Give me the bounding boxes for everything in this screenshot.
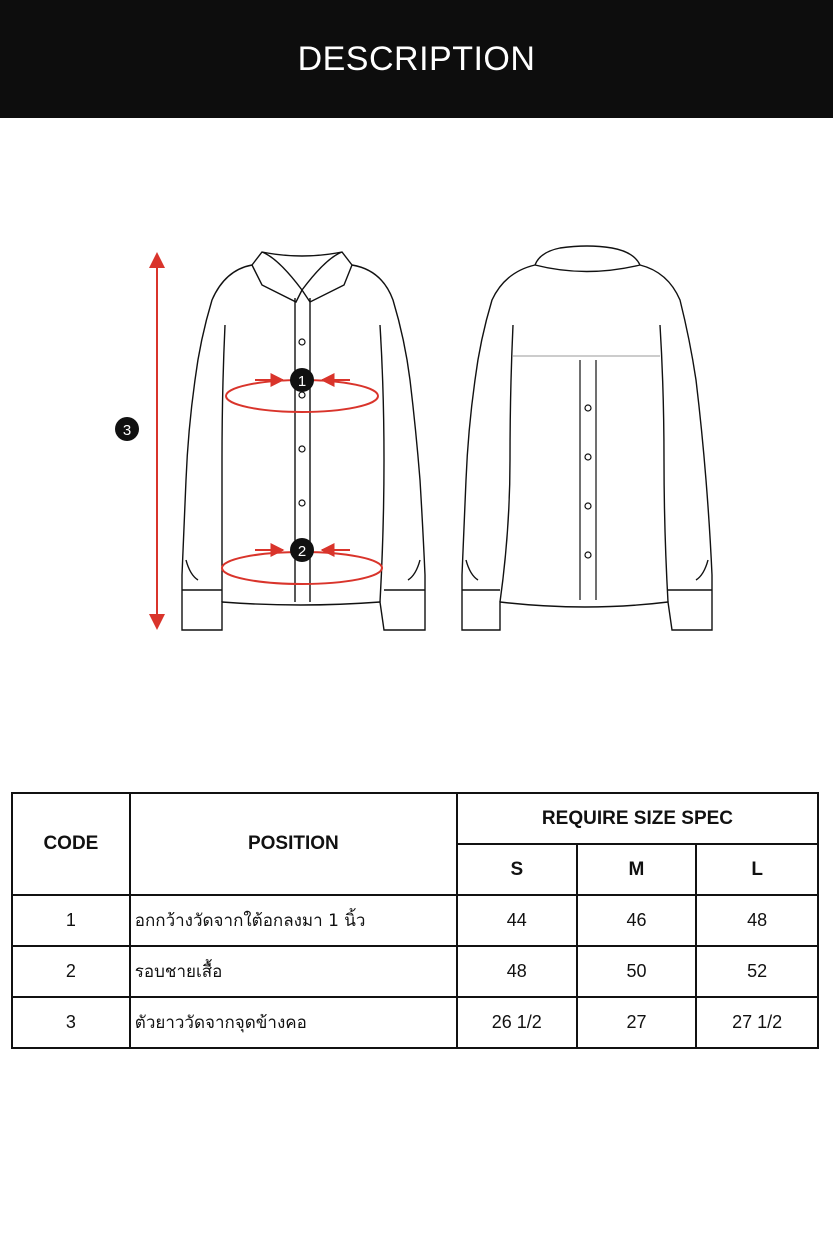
shirt-front xyxy=(182,252,425,630)
row-value-l: 27 1/2 xyxy=(696,997,818,1048)
table-row xyxy=(12,895,818,946)
header-size-spec: REQUIRE SIZE SPEC xyxy=(457,793,818,844)
hem-measure xyxy=(222,538,382,584)
table-header-row xyxy=(12,793,818,844)
row-value-m: 46 xyxy=(577,895,697,946)
row-value-m: 50 xyxy=(577,946,697,997)
size-spec-table xyxy=(11,792,819,1049)
header-size-l: L xyxy=(696,844,818,895)
header-size-s: S xyxy=(457,844,577,895)
header-position: POSITION xyxy=(130,793,457,895)
row-code: 1 xyxy=(12,895,130,946)
back-yoke xyxy=(513,356,660,600)
shirt-back xyxy=(462,246,712,630)
svg-text:2: 2 xyxy=(297,543,307,560)
row-value-s: 44 xyxy=(457,895,577,946)
svg-text:3: 3 xyxy=(122,422,132,439)
page-title: DESCRIPTION xyxy=(297,39,536,78)
chest-measure xyxy=(226,368,378,412)
row-code: 3 xyxy=(12,997,130,1048)
row-code: 2 xyxy=(12,946,130,997)
row-value-s: 48 xyxy=(457,946,577,997)
row-value-s: 26 1/2 xyxy=(457,997,577,1048)
row-value-m: 27 xyxy=(577,997,697,1048)
row-value-l: 52 xyxy=(696,946,818,997)
row-position: อกกว้างวัดจากใต้อกลงมา 1 นิ้ว xyxy=(130,895,457,946)
svg-text:1: 1 xyxy=(297,373,307,390)
length-arrow xyxy=(149,252,165,630)
header-bar xyxy=(0,0,833,118)
table-row xyxy=(12,997,818,1048)
header-code: CODE xyxy=(12,793,130,895)
row-position: รอบชายเสื้อ xyxy=(130,946,457,997)
row-position: ตัวยาววัดจากจุดข้างคอ xyxy=(130,997,457,1048)
table-row xyxy=(12,946,818,997)
header-size-m: M xyxy=(577,844,697,895)
marker-3 xyxy=(115,417,139,441)
shirt-illustration xyxy=(0,230,833,650)
row-value-l: 48 xyxy=(696,895,818,946)
back-buttons xyxy=(585,405,591,558)
